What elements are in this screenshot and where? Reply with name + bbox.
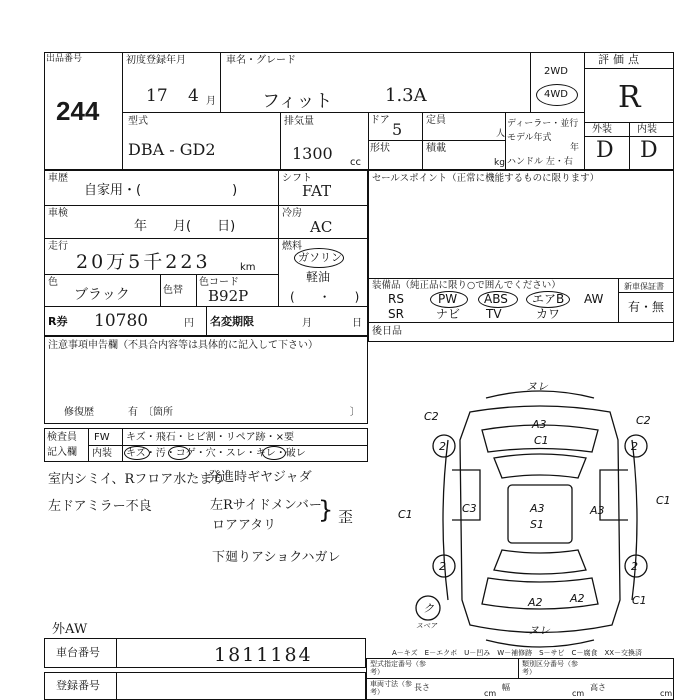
mark-spare-label: スベア: [416, 622, 437, 630]
reg-month: 4: [188, 86, 199, 106]
registration-label: 登録番号: [56, 679, 100, 692]
aftermarket-label: 後日品: [372, 326, 402, 337]
shape-label: 形状: [370, 143, 390, 154]
displacement-label: 排気量: [284, 116, 314, 127]
shift-label: シフト: [282, 173, 312, 184]
mark-roof-a3: A3: [530, 502, 545, 515]
interior-legend-label: 内装: [92, 448, 112, 459]
grade: 1.3A: [385, 85, 427, 106]
note-5: ロアアタリ: [212, 518, 277, 533]
mark-front-wet: ヌレ: [526, 380, 548, 393]
windshield: [494, 454, 586, 478]
note-brace: }: [318, 496, 334, 524]
door-label: ドア: [370, 115, 390, 126]
ac-label: 冷房: [282, 208, 302, 219]
mileage-value: 20万5千223: [76, 251, 211, 273]
damage-legend: A－キズ E－エクボ U－凹み W－補修跡 S－サビ C－腐食 XX－交換済: [392, 649, 643, 657]
mark-spare-ku: ク: [423, 602, 434, 615]
usage-label: 車歴: [48, 173, 68, 184]
ac-value: AC: [310, 218, 333, 236]
repair-history-label: 修復歴: [64, 407, 94, 418]
repair-close: 〕: [350, 407, 360, 418]
length-unit: cm: [484, 689, 497, 698]
entry-label: 記入欄: [47, 447, 77, 458]
eval-score: R: [618, 80, 641, 115]
equip-sr: SR: [388, 307, 404, 321]
repair-value: 有 〔箇所: [128, 407, 173, 418]
inspection-label: 車検: [48, 208, 68, 219]
recycle-value: 10780: [94, 311, 149, 331]
note-3: 発進時ギヤジャダ: [208, 470, 312, 485]
tire-mark-fl: 2: [439, 440, 446, 453]
inspector-label: 検査員: [47, 432, 77, 443]
fuel-diesel: 軽油: [306, 270, 331, 284]
fw-legend: キズ・飛石・ヒビ割・リペア跡・×要: [126, 432, 294, 443]
type-spec-label: 型式指定番号（参考）: [370, 660, 426, 676]
recycle-label: R券: [48, 315, 68, 328]
equipment-label: 装備品（純正品に限り○で囲んでください）: [372, 280, 561, 291]
tire-mark-rr: 2: [631, 560, 638, 573]
note-1: 室内シミイ、Rフロア水たまり: [48, 472, 226, 487]
door-value: 5: [392, 120, 403, 139]
equip-airbag: エアB: [532, 292, 565, 306]
length-label: 長さ: [414, 683, 430, 692]
kg-unit: kg: [494, 158, 505, 168]
mark-left-c2: C2: [424, 410, 439, 423]
fuel-gasoline: ガソリン: [298, 251, 342, 264]
color-value: ブラック: [74, 287, 130, 303]
mark-right-a3: A3: [590, 504, 605, 517]
lot-label: 出品番号: [46, 54, 83, 64]
car-name-label: 車名・グレード: [226, 55, 296, 66]
equip-aw: AW: [584, 292, 604, 306]
person-unit: 人: [496, 129, 506, 139]
category-label: 類別区分番号（参考）: [522, 660, 578, 676]
note-4: 左Rサイドメンバー: [210, 498, 322, 513]
first-reg-label: 初度登録年月: [126, 55, 186, 66]
reg-year: 17: [146, 86, 168, 106]
name-change-month: 月: [302, 318, 312, 329]
displacement-value: 1300: [292, 144, 333, 163]
load-label: 積載: [426, 143, 446, 154]
chassis-label: 車台番号: [56, 646, 100, 659]
model-year-label: モデル年式: [507, 133, 552, 143]
exterior-grade: D: [596, 138, 614, 163]
mark-left-c1: C1: [398, 508, 413, 521]
rear-bumper: [486, 640, 594, 647]
mark-rear-a2: A2: [528, 596, 543, 609]
drive-4wd: 4WD: [544, 89, 568, 100]
chassis-number: 1811184: [214, 644, 313, 666]
lot-number: 244: [56, 96, 100, 126]
interior-grade: D: [640, 138, 658, 163]
warranty-label: 新車保証書: [624, 282, 664, 291]
equip-pw: PW: [438, 292, 458, 306]
eval-label: 評価点: [598, 53, 643, 66]
car-name: フィット: [262, 91, 333, 112]
rear-window: [494, 550, 586, 574]
yen-unit: 円: [184, 318, 194, 329]
width-unit: cm: [572, 689, 585, 698]
caution-label: 注意事項申告欄（不具合内容等は具体的に記入して下さい）: [48, 340, 318, 351]
shift-value: FAT: [302, 182, 332, 200]
interior-label: 内装: [637, 124, 657, 135]
model-label: 型式: [128, 116, 148, 127]
height-label: 高さ: [590, 683, 606, 692]
usage-value: 自家用・( ): [84, 183, 238, 198]
mark-left-c3: C3: [462, 502, 477, 515]
equip-navi: ナビ: [436, 307, 461, 321]
name-change-day: 日: [352, 318, 362, 329]
inspection-value: 年 月( 日): [134, 219, 236, 234]
color-code: B92P: [208, 287, 249, 305]
mark-rear-right-c1: C1: [632, 594, 647, 607]
color-change-label: 色替: [163, 285, 183, 296]
dims-label: 車両寸法（参考）: [370, 680, 412, 696]
model-code: DBA - GD2: [128, 140, 216, 159]
color-code-label: 色コード: [199, 277, 239, 288]
mark-right-c1: C1: [656, 494, 671, 507]
mark-rear-wet: ヌレ: [528, 624, 550, 637]
note-7: 歪: [338, 508, 354, 526]
height-unit: cm: [660, 689, 673, 698]
handle-label: ハンドル 左・右: [507, 157, 573, 167]
color-label: 色: [48, 277, 58, 288]
fuel-paren: ( ・ ): [290, 290, 360, 304]
drive-2wd: 2WD: [544, 66, 568, 77]
equip-abs: ABS: [484, 292, 508, 306]
mark-roof-s1: S1: [530, 518, 544, 531]
cc-unit: cc: [350, 157, 361, 168]
capacity-label: 定員: [426, 115, 446, 126]
exterior-label: 外装: [592, 124, 612, 135]
fw-label: FW: [94, 432, 110, 443]
mark-rear-corner-a2: A2: [570, 592, 585, 605]
year-unit: 年: [570, 143, 580, 153]
note-2: 左ドアミラー不良: [48, 499, 152, 514]
fuel-label: 燃料: [282, 241, 302, 252]
dealer-label: ディーラー・並行: [507, 119, 579, 129]
tire-mark-rl: 2: [439, 560, 446, 573]
mileage-label: 走行: [48, 241, 68, 252]
equip-leather: カワ: [536, 307, 561, 321]
mark-hood-a3: A3: [532, 418, 547, 431]
mark-right-c2: C2: [636, 414, 651, 427]
interior-legend: キズ・汚・コゲ・穴・スレ・キレ・破レ: [126, 448, 306, 459]
equip-tv: TV: [486, 307, 502, 321]
sales-point-label: セールスポイント（正常に機能するものに限ります）: [372, 173, 600, 184]
tire-mark-fr: 2: [631, 440, 638, 453]
month-unit: 月: [206, 96, 216, 107]
km-unit: km: [240, 262, 256, 273]
mark-hood-c1: C1: [534, 434, 549, 447]
width-label: 幅: [502, 683, 510, 692]
name-change-label: 名変期限: [210, 315, 254, 328]
note-8: 外AW: [52, 622, 88, 637]
warranty-value: 有・無: [628, 300, 665, 314]
equip-rs: RS: [388, 292, 404, 306]
note-6: 下廻りアショクハガレ: [212, 550, 341, 565]
